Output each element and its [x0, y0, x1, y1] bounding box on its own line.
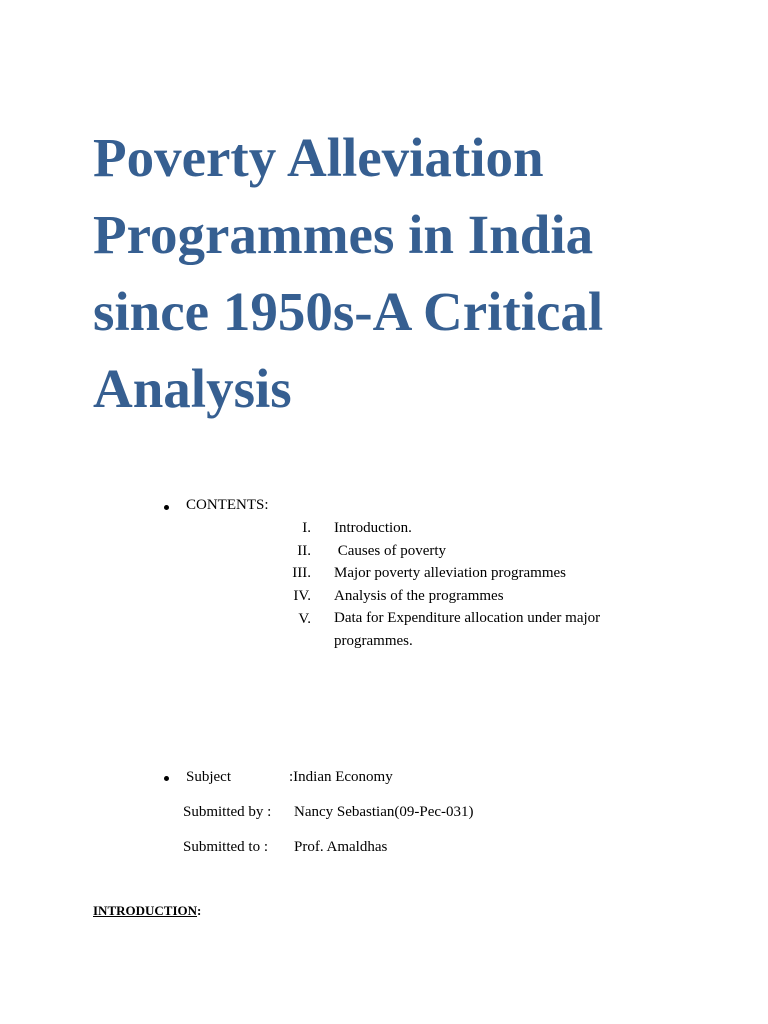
submitted-to-label: Submitted to :: [183, 839, 269, 855]
contents-bullet-icon: [164, 505, 169, 510]
toc-numeral-5: V.: [298, 611, 311, 627]
subject-label: Subject: [186, 769, 231, 785]
title-line-3: since 1950s-A Critical: [93, 281, 604, 342]
toc-numeral-4: IV.: [293, 588, 311, 604]
submitted-by-label: Submitted by :: [183, 804, 272, 820]
introduction-heading-suffix: :: [197, 903, 202, 918]
title-line-2: Programmes in India: [93, 204, 594, 265]
document-title: [93, 119, 733, 427]
subject-value: :Indian Economy: [289, 769, 393, 785]
introduction-heading-text: INTRODUCTION: [93, 903, 198, 918]
submitted-by-value: Nancy Sebastian(09-Pec-031): [294, 804, 474, 820]
toc-numeral-2: II.: [297, 543, 311, 559]
title-line-4: Analysis: [93, 358, 292, 419]
toc-numeral-1: I.: [302, 520, 311, 536]
toc-item-2: Causes of poverty: [334, 543, 447, 559]
subject-bullet-icon: [164, 776, 169, 781]
toc-item-5: Data for Expenditure allocation under major programmes.: [334, 610, 601, 649]
introduction-heading: [93, 902, 201, 920]
contents-label: CONTENTS:: [186, 497, 269, 513]
title-line-1: Poverty Alleviation: [93, 127, 544, 188]
toc-item-1: Introduction.: [334, 520, 412, 536]
toc-item-4: Analysis of the programmes: [334, 588, 504, 604]
toc-item-3: Major poverty alleviation programmes: [334, 565, 567, 581]
submitted-to-value: Prof. Amaldhas: [294, 839, 388, 855]
toc-numeral-3: III.: [292, 565, 311, 581]
